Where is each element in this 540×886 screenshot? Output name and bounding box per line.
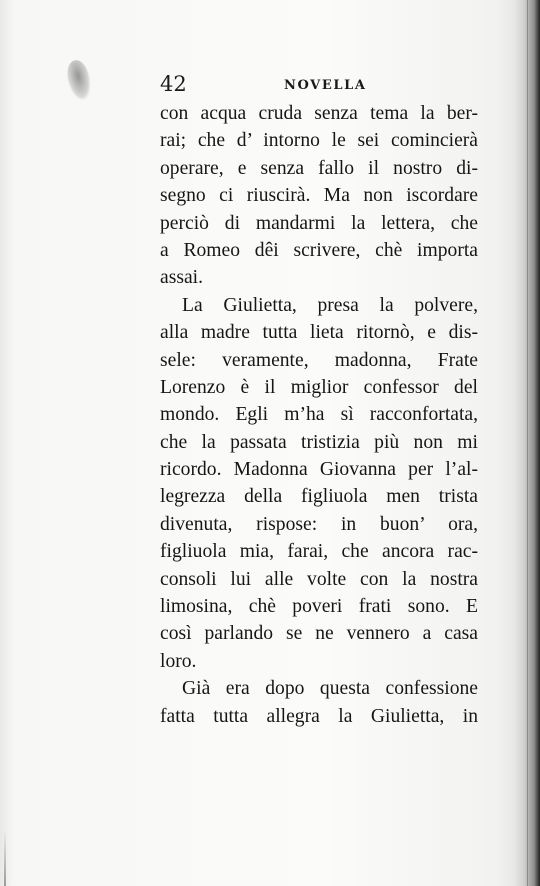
text-line: ricordo. Madonna Giovanna per l’al-: [160, 459, 478, 481]
text-line: che la passata tristizia più non mi: [160, 431, 478, 453]
text-line: a Romeo dêi scrivere, chè importa: [160, 239, 478, 261]
text-line: con acqua cruda senza tema la ber-: [160, 103, 478, 124]
text-line: Già era dopo questa confessione: [182, 678, 478, 700]
page-header: [160, 74, 478, 98]
text-line: Lorenzo è il miglior confessor del: [160, 376, 478, 398]
text-line: La Giulietta, presa la polvere,: [182, 294, 478, 316]
body-text: [160, 100, 478, 730]
page-number: 42: [160, 72, 187, 96]
text-line: divenuta, rispose: in buon’ ora,: [160, 513, 478, 535]
binding-line: [527, 0, 528, 886]
running-title: NOVELLA: [284, 78, 367, 93]
text-line: consoli lui alle volte con la nostra: [160, 568, 478, 590]
text-line: legrezza della figliuola men trista: [160, 486, 478, 508]
ink-stain: [64, 58, 94, 102]
text-line: alla madre tutta lieta ritornò, e dis-: [160, 322, 478, 344]
text-line: segno ci riuscirà. Ma non iscordare: [160, 185, 478, 207]
page-edge-mark: [4, 830, 6, 886]
text-line: fatta tutta allegra la Giulietta, in: [160, 705, 478, 727]
text-line: sele: veramente, madonna, Frate: [160, 349, 478, 371]
text-line: operare, e senza fallo il nostro di-: [160, 157, 478, 179]
text-line: perciò di mandarmi la lettera, che: [160, 212, 478, 234]
text-line: limosina, chè poveri frati sono. E: [160, 596, 478, 618]
text-line: rai; che d’ intorno le sei comincierà: [160, 130, 478, 152]
text-line: figliuola mia, farai, che ancora rac-: [160, 541, 478, 563]
text-line: mondo. Egli m’ha sì racconfortata,: [160, 404, 478, 426]
text-line: loro.: [160, 650, 197, 672]
text-line: assai.: [160, 267, 203, 289]
text-line: così parlando se ne vennero a casa: [160, 623, 478, 645]
